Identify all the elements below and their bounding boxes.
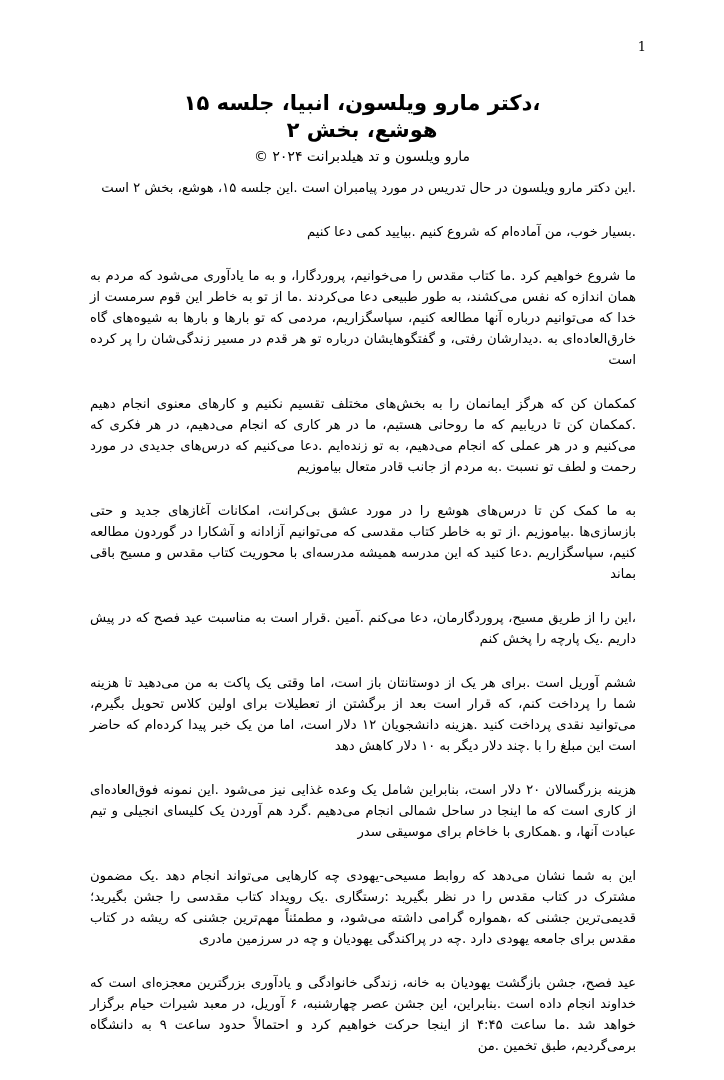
paragraph: به ما کمک کن تا درس‌های هوشع را در مورد عشق بی‌کرانت، امکانات آغازهای جدید و حتی بازسازی‌ها .بیاموزیم .از تو به خاطر کتاب مقدسی که می‌توانیم آزادانه و آشکارا در گوردون مطالعه کنیم، سپاسگزاریم .دعا کنید که این مدرسه همیشه مدرسه‌ای با محوریت کتاب مقدس و مسیح باقی بماند	[90, 504, 636, 582]
paragraph: ،این را از طریق مسیح، پروردگارمان، دعا می‌کنم .آمین .قرار است به مناسبت عید فصح که در پیش داریم .یک پارچه را پخش کنم	[90, 611, 636, 647]
paragraph: هزینه بزرگسالان ۲۰ دلار است، بنابراین شامل یک وعده غذایی نیز می‌شود .این نمونه فوق‌العاده‌ای از کاری است که ما اینجا در ساحل شمالی انجام می‌دهیم .گرد هم آوردن یک کلیسای انجیلی و تیم عبادت آنها، و .همکاری با خاخام برای موسیقی سدر	[90, 783, 636, 840]
page-number: 1	[637, 40, 646, 55]
paragraph: ششم آوریل است .برای هر یک از دوستانتان باز است، اما وقتی یک پاکت به من می‌دهید تا هزینه شما را پرداخت کنم، که قرار است بعد از برگشتن از تعطیلات برای اولین کلاس تحویل بگیرم، می‌توانید نقدی پرداخت کنید .هزینه دانشجویان ۱۲ دلار است، اما من یک خبر پیدا کرده‌ام که حاضر است این مبلغ را با .چند دلار دیگر به ۱۰ دلار کاهش دهد	[90, 676, 636, 754]
paragraph: .این دکتر مارو ویلسون در حال تدریس در مورد پیامبران است .این جلسه ۱۵، هوشع، بخش ۲ است	[101, 181, 636, 196]
paragraph: ما شروع خواهیم کرد .ما کتاب مقدس را می‌خوانیم، پروردگارا، و به ما یادآوری می‌شود که مردم به همان اندازه که نفس می‌کشند، به طور طبیعی دعا می‌کردند .ما از تو به خاطر این قوم سرمست از خدا که می‌توانیم درباره آنها مطالعه کنیم، سپاسگزاریم، مردمی که تو بارها و بارها به شیوه‌های گاه خارق‌العاده‌ای به .دیدارشان رفتی، و گفتگوهایشان درباره تو هر قدم در مسیر زندگی‌شان را پر کرده است	[90, 269, 636, 368]
title-line-2: هوشع، بخش ۲	[286, 118, 438, 142]
author-copyright: مارو ویلسون و تد هیلدبرانت ۲۰۲۴ ©	[253, 149, 471, 165]
paragraph: کمکمان کن که هرگز ایمانمان را به بخش‌های مختلف تقسیم نکنیم و کارهای معنوی انجام دهیم .کمکمان کن تا دریابیم که ما روحانی هستیم، ما در هر کاری که انجام می‌دهیم، در هر فکری که می‌کنیم و در هر عملی که انجام می‌دهیم، به تو زنده‌ایم .دعا می‌کنیم که درس‌های جدیدی در مورد رحمت و لطف تو نسبت .به مردم از جانب قادر متعال بیاموزیم	[90, 397, 636, 475]
document-header	[0, 90, 724, 168]
document-body	[90, 178, 636, 1080]
title-line-1: ،دکتر مارو ویلسون، انبیا، جلسه ۱۵	[183, 91, 541, 115]
paragraph: .بسیار خوب، من آماده‌ام که شروع کنیم .بیایید کمی دعا کنیم	[306, 225, 636, 240]
paragraph: این به شما نشان می‌دهد که روابط مسیحی-یهودی چه کارهایی می‌تواند انجام دهد .یک مضمون مشترک در کتاب مقدس را در نظر بگیرید :رستگاری .یک رویداد کتاب مقدسی را جشن بگیرید؛ قدیمی‌ترین جشنی که ،همواره گرامی داشته می‌شود، و مطمئناً مهم‌ترین جشنی که ریشه در کتاب مقدس برای جامعه یهودی دارد .چه در پراکندگی یهودیان و چه در سرزمین مادری	[90, 869, 636, 947]
paragraph: عید فصح، جشن بازگشت یهودیان به خانه، زندگی خانوادگی و یادآوری بزرگترین معجزه‌ای است که خداوند انجام داده است .بنابراین، این جشن عصر چهارشنبه، ۶ آوریل، در معبد شیرات حیام برگزار خواهد شد .ما ساعت ۴:۴۵ از اینجا حرکت خواهیم کرد و احتمالاً حدود ساعت ۹ به دانشگاه برمی‌گردیم، طبق تخمین .من	[90, 976, 637, 1054]
